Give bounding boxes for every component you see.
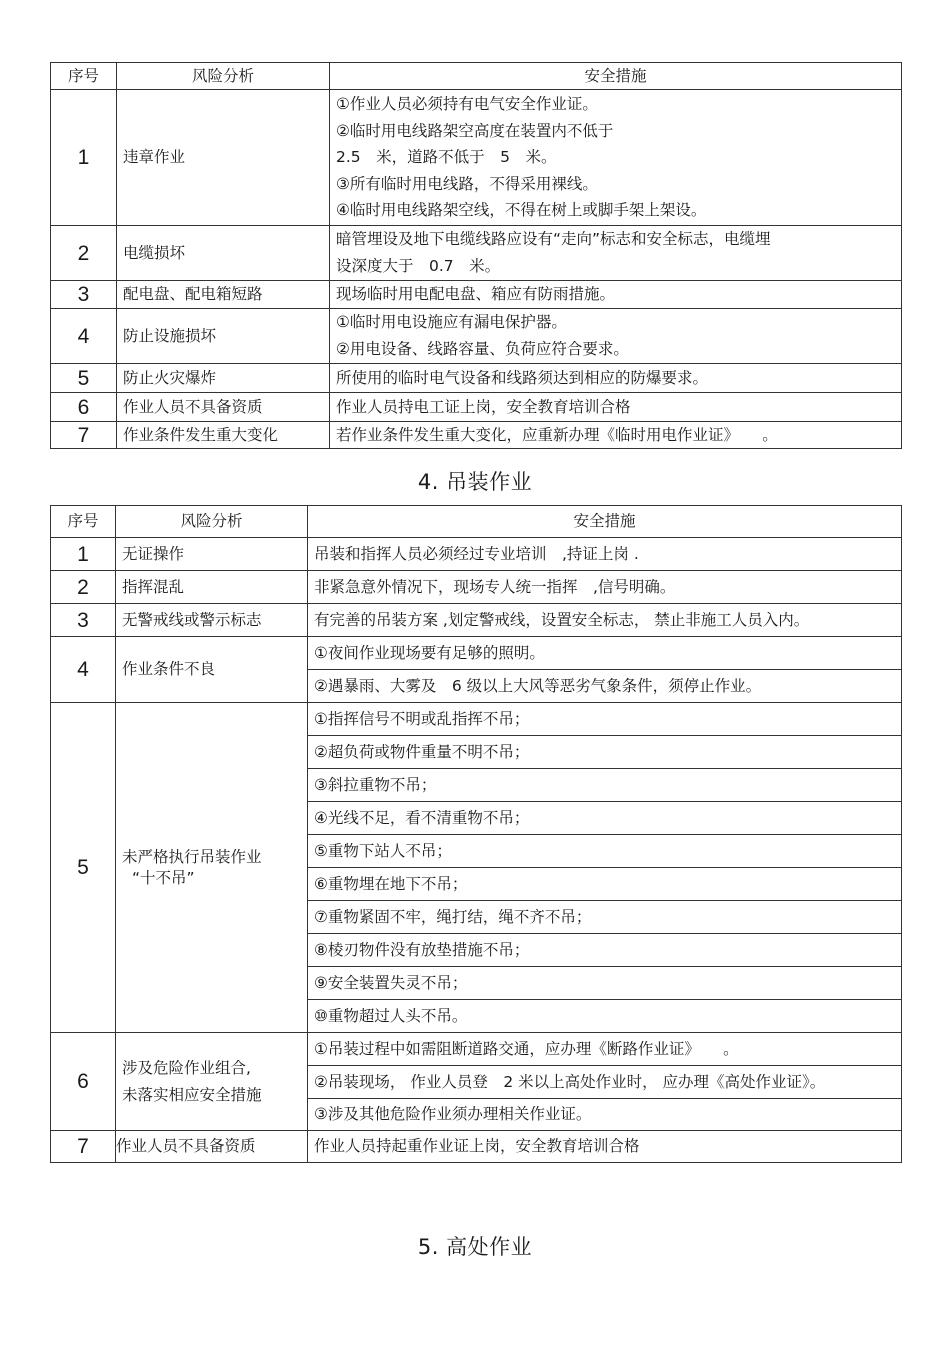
row-number: 2 xyxy=(51,571,116,604)
row-number: 6 xyxy=(51,393,117,422)
row-number: 1 xyxy=(51,90,117,226)
table-row xyxy=(51,604,902,637)
risk-cell xyxy=(116,1033,308,1131)
header-measures: 安全措施 xyxy=(308,506,902,538)
header-risk: 风险分析 xyxy=(116,506,308,538)
header-risk: 风险分析 xyxy=(117,63,330,90)
risk-cell: 作业人员不具备资质 xyxy=(116,1131,308,1163)
risk-cell: 配电盘、配电箱短路 xyxy=(117,281,330,309)
row-number: 4 xyxy=(51,637,116,703)
header-seq: 序号 xyxy=(51,63,117,90)
table-row xyxy=(51,422,902,449)
header-seq: 序号 xyxy=(51,506,116,538)
measure-line: ②临时用电线路架空高度在装置内不低于 xyxy=(336,121,614,140)
measures-cell: ①指挥信号不明或乱指挥不吊； xyxy=(308,703,902,736)
section-title-lifting: 4. 吊装作业 xyxy=(417,470,533,494)
section-title-height-work: 5. 高处作业 xyxy=(417,1235,533,1259)
risk-line: 未严格执行吊装作业 xyxy=(122,847,262,866)
table-row xyxy=(51,571,902,604)
measure-line: ③所有临时用电线路，不得采用裸线。 xyxy=(336,174,598,193)
measures-cell: ①吊装过程中如需阻断道路交通，应办理《断路作业证》 。 xyxy=(308,1033,902,1066)
measure-line: 2.5 米，道路不低于 5 米。 xyxy=(336,148,557,167)
risk-line: “十不吊” xyxy=(132,868,195,887)
measure-line: ①临时用电设施应有漏电保护器。 xyxy=(336,313,567,331)
risk-cell: 作业条件发生重大变化 xyxy=(117,422,330,449)
measure-line: ④临时用电线路架空线，不得在树上或脚手架上架设。 xyxy=(336,201,707,220)
risk-cell: 防止火灾爆炸 xyxy=(117,364,330,393)
table-row xyxy=(51,393,902,422)
table-header-row xyxy=(51,506,902,538)
table-row xyxy=(51,538,902,571)
measures-cell: ②超负荷或物件重量不明不吊； xyxy=(308,736,902,769)
measures-cell: ⑤重物下站人不吊； xyxy=(308,835,902,868)
row-number: 5 xyxy=(51,364,117,393)
risk-cell: 作业人员不具备资质 xyxy=(117,393,330,422)
measure-line: ②用电设备、线路容量、负荷应符合要求。 xyxy=(336,340,629,358)
measures-cell: 有完善的吊装方案 ,划定警戒线，设置安全标志， 禁止非施工人员入内。 xyxy=(308,604,902,637)
measures-cell: ⑩重物超过人头不吊。 xyxy=(308,1000,902,1033)
measures-cell: 吊装和指挥人员必须经过专业培训 ,持证上岗 . xyxy=(308,538,902,571)
risk-cell: 违章作业 xyxy=(117,90,330,226)
table-row xyxy=(51,309,902,364)
table-row xyxy=(51,637,902,670)
row-number: 3 xyxy=(51,281,117,309)
measures-cell: 非紧急意外情况下，现场专人统一指挥 ,信号明确。 xyxy=(308,571,902,604)
measures-cell xyxy=(330,226,902,281)
risk-cell xyxy=(116,703,308,1033)
electrical-risk-table xyxy=(50,62,902,449)
measures-cell: 若作业条件发生重大变化，应重新办理《临时用电作业证》 。 xyxy=(330,422,902,449)
measures-cell: ③涉及其他危险作业须办理相关作业证。 xyxy=(308,1099,902,1131)
measures-cell: 作业人员持电工证上岗，安全教育培训合格 xyxy=(330,393,902,422)
row-number: 4 xyxy=(51,309,117,364)
measures-cell: ⑦重物紧固不牢，绳打结，绳不齐不吊； xyxy=(308,901,902,934)
lifting-risk-table xyxy=(50,505,902,1163)
table-row xyxy=(51,281,902,309)
measures-cell: 现场临时用电配电盘、箱应有防雨措施。 xyxy=(330,281,902,309)
measure-line: ①作业人员必须持有电气安全作业证。 xyxy=(336,95,598,114)
measures-cell xyxy=(330,309,902,364)
risk-cell: 无证操作 xyxy=(116,538,308,571)
risk-cell: 电缆损坏 xyxy=(117,226,330,281)
table-row xyxy=(51,226,902,281)
measures-cell: ⑧棱刃物件没有放垫措施不吊； xyxy=(308,934,902,967)
risk-cell: 无警戒线或警示标志 xyxy=(116,604,308,637)
row-number: 7 xyxy=(51,422,117,449)
measures-cell: ③斜拉重物不吊； xyxy=(308,769,902,802)
table-row xyxy=(51,90,902,226)
table-row xyxy=(51,1033,902,1066)
table-row xyxy=(51,1131,902,1163)
measures-cell: 作业人员持起重作业证上岗，安全教育培训合格 xyxy=(308,1131,902,1163)
risk-cell: 指挥混乱 xyxy=(116,571,308,604)
row-number: 2 xyxy=(51,226,117,281)
row-number: 7 xyxy=(51,1131,116,1163)
risk-line: 涉及危险作业组合, xyxy=(122,1058,251,1077)
measures-cell: ④光线不足，看不清重物不吊； xyxy=(308,802,902,835)
row-number: 5 xyxy=(51,703,116,1033)
risk-line: 未落实相应安全措施 xyxy=(122,1085,262,1104)
row-number: 1 xyxy=(51,538,116,571)
risk-cell: 作业条件不良 xyxy=(116,637,308,703)
measures-cell: ⑥重物埋在地下不吊； xyxy=(308,868,902,901)
measures-cell xyxy=(330,90,902,226)
risk-cell: 防止设施损坏 xyxy=(117,309,330,364)
row-number: 3 xyxy=(51,604,116,637)
table-header-row xyxy=(51,63,902,90)
measure-line: 设深度大于 0.7 米。 xyxy=(336,257,501,275)
measures-cell: 所使用的临时电气设备和线路须达到相应的防爆要求。 xyxy=(330,364,902,393)
row-number: 6 xyxy=(51,1033,116,1131)
table-row xyxy=(51,364,902,393)
measure-line: 暗管埋设及地下电缆线路应设有“走向”标志和安全标志，电缆埋 xyxy=(336,230,771,248)
table-row xyxy=(51,703,902,736)
measures-cell: ②吊装现场， 作业人员登 2 米以上高处作业时， 应办理《高处作业证》。 xyxy=(308,1066,902,1099)
header-measures: 安全措施 xyxy=(330,63,902,90)
measures-cell: ②遇暴雨、大雾及 6 级以上大风等恶劣气象条件，须停止作业。 xyxy=(308,670,902,703)
measures-cell: ⑨安全装置失灵不吊； xyxy=(308,967,902,1000)
measures-cell: ①夜间作业现场要有足够的照明。 xyxy=(308,637,902,670)
